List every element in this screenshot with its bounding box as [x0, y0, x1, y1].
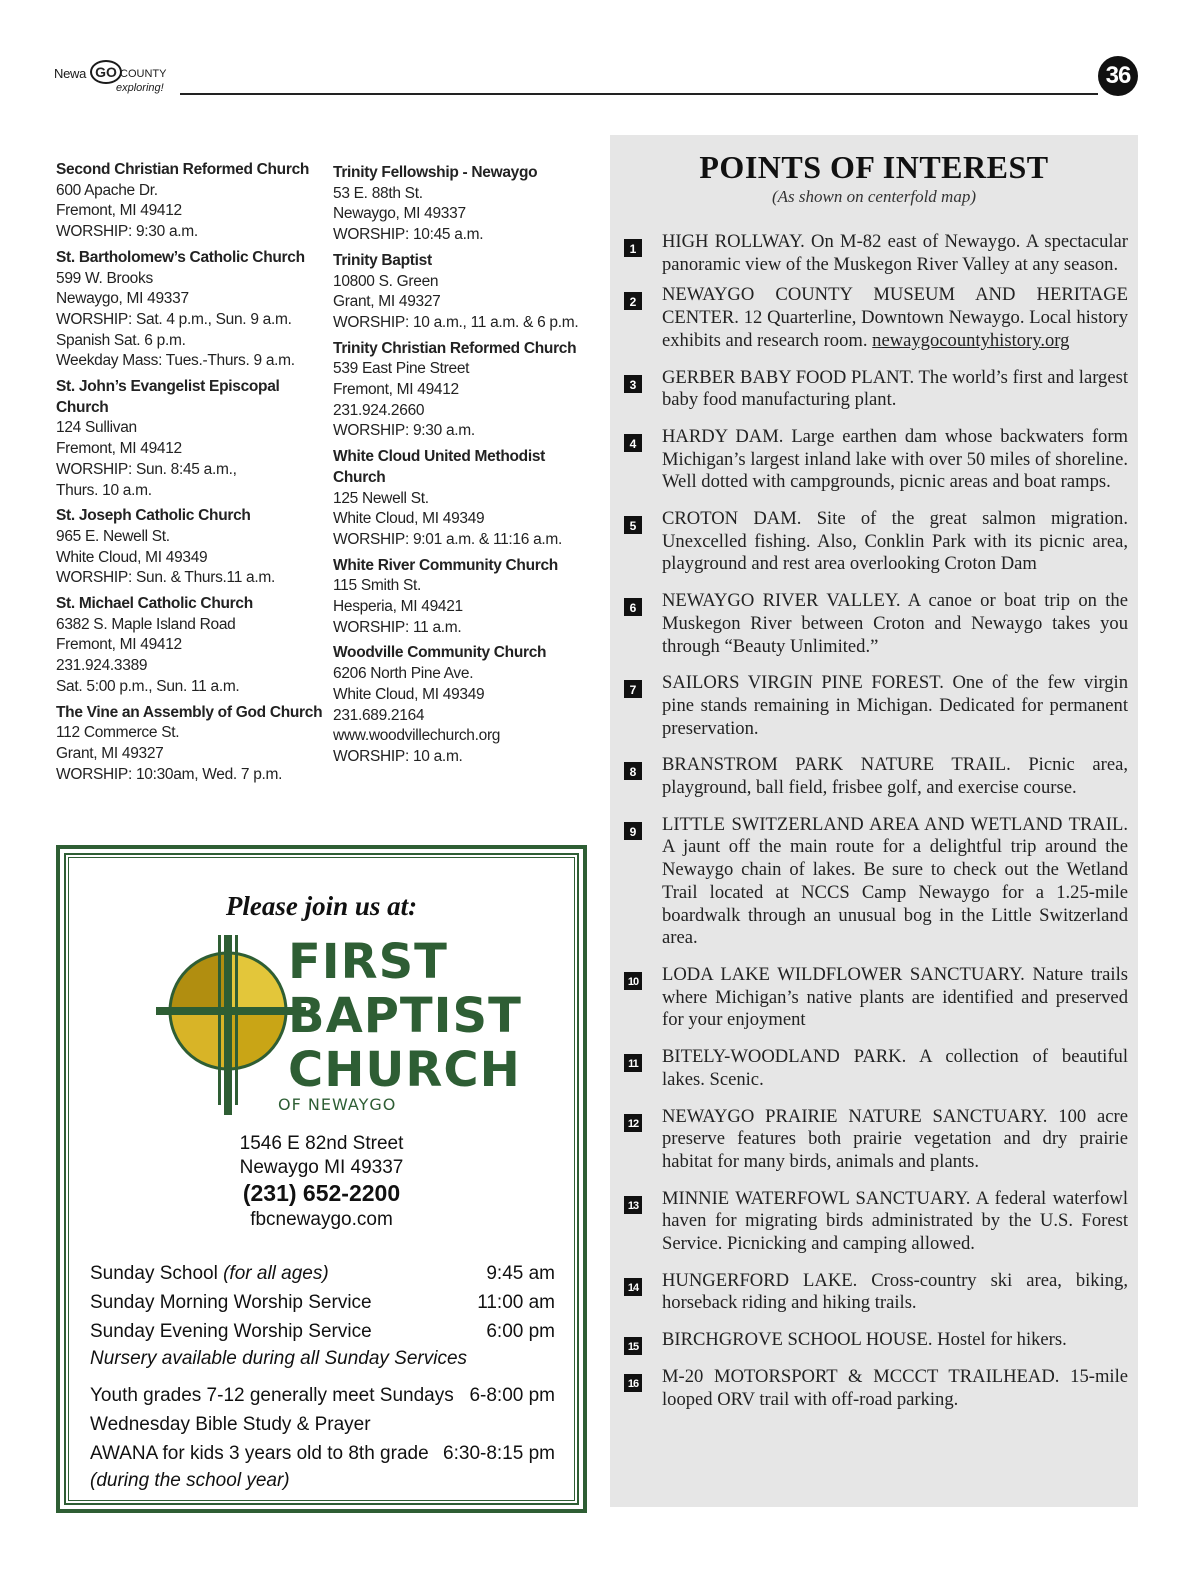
church-detail-line: Hesperia, MI 49421 — [333, 598, 463, 616]
church-cross-logo — [156, 935, 306, 1115]
church-entry — [56, 377, 324, 501]
church-detail-line: Fremont, MI 49412 — [56, 440, 182, 458]
points-of-interest-panel — [610, 135, 1138, 1507]
schedule-time: 6:30-8:15 pm — [443, 1443, 555, 1464]
church-entry — [56, 703, 324, 786]
church-phone: (231) 652-2200 — [242, 1180, 401, 1206]
cross-logo-icon — [156, 935, 306, 1115]
church-detail-line: WORSHIP: 9:30 a.m. — [333, 422, 475, 440]
schedule-time: 6:00 pm — [486, 1321, 555, 1342]
poi-item — [610, 672, 1138, 740]
poi-item — [610, 426, 1138, 494]
church-detail-line: 539 East Pine Street — [333, 360, 470, 378]
poi-item — [610, 814, 1138, 950]
church-detail-line: WORSHIP: 10:45 a.m. — [333, 226, 484, 244]
church-detail-line: Fremont, MI 49412 — [333, 381, 459, 399]
church-list-column-1 — [56, 160, 324, 790]
schedule-label: Wednesday Bible Study & Prayer — [90, 1414, 371, 1435]
church-website: fbcnewaygo.com — [250, 1209, 393, 1230]
poi-description: MINNIE WATERFOWL SANCTUARY. A federal waterfowl haven for migrating birds administrated by the U.S. Forest Service. Picnicking and camping allowed. — [662, 1187, 1128, 1255]
schedule-row — [90, 1381, 555, 1410]
church-detail-line: 115 Smith St. — [333, 577, 421, 595]
poi-description: HUNGERFORD LAKE. Cross-country ski area, biking, horseback riding and hiking trails. — [662, 1269, 1128, 1314]
poi-item — [610, 1366, 1138, 1411]
ad-join-heading: Please join us at: — [225, 891, 418, 921]
church-detail-line: www.woodvillechurch.org — [333, 727, 501, 745]
church-entry — [56, 248, 324, 372]
church-detail-line: Fremont, MI 49412 — [56, 636, 182, 654]
poi-item — [610, 1046, 1138, 1091]
church-detail-line: 231.924.3389 — [56, 657, 148, 675]
poi-description: GERBER BABY FOOD PLANT. The world’s first and largest baby food manufacturing plant. — [662, 366, 1128, 411]
logo-tagline: exploring! — [116, 82, 164, 94]
church-detail-line: WORSHIP: Sun. 8:45 a.m., — [56, 460, 237, 478]
church-detail-line: Thurs. 10 a.m. — [56, 481, 152, 499]
poi-item — [610, 367, 1138, 412]
poi-description: LITTLE SWITZERLAND AREA AND WETLAND TRAIL. A jaunt off the main route for a delightful trip around the Newaygo chain of lakes. Be sure to check out the Wetland Trail located at NCCS Camp Newaygo for a 1.25-mile boardwalk through an unusual bog in the Little Switzerland area. — [662, 813, 1128, 949]
school-year-note: (during the school year) — [90, 1470, 290, 1491]
poi-item — [610, 1106, 1138, 1174]
poi-item — [610, 1188, 1138, 1256]
church-detail-line: 231.924.2660 — [333, 401, 425, 419]
poi-description: HIGH ROLLWAY. On M-82 east of Newaygo. A spectacular panoramic view of the Muskegon River Valley at any season. — [662, 231, 1128, 275]
church-detail-line: 965 E. Newell St. — [56, 527, 170, 545]
church-detail-line: WORSHIP: 10 a.m. — [333, 747, 463, 765]
poi-description: CROTON DAM. Site of the great salmon migration. Unexcelled fishing. Also, Conklin Park with its picnic area, playground and rest area overlooking Croton Dam — [662, 508, 1128, 575]
church-entry — [333, 643, 601, 767]
page-number: 36 — [1098, 56, 1138, 96]
schedule-row — [90, 1288, 555, 1317]
poi-number-badge: 2 — [624, 292, 642, 310]
poi-number-badge: 11 — [624, 1054, 642, 1072]
church-name: White Cloud United Methodist Church — [333, 448, 546, 486]
poi-number-badge: 9 — [624, 822, 642, 840]
ad-inner-frame — [64, 853, 579, 1505]
church-entry — [333, 339, 601, 443]
poi-number-badge: 10 — [624, 972, 642, 990]
poi-item — [610, 754, 1138, 799]
poi-number-badge: 6 — [624, 598, 642, 616]
church-detail-line: WORSHIP: 9:01 a.m. & 11:16 a.m. — [333, 530, 563, 548]
poi-description: BRANSTROM PARK NATURE TRAIL. Picnic area, playground, ball field, frisbee golf, and exercise course. — [662, 754, 1128, 799]
newaygo-county-logo — [54, 60, 184, 100]
church-detail-line: White Cloud, MI 49349 — [56, 548, 208, 566]
schedule-label: Sunday Morning Worship Service — [90, 1292, 372, 1313]
poi-number-badge: 13 — [624, 1196, 642, 1214]
church-detail-line: Newaygo, MI 49337 — [56, 290, 189, 308]
church-entry — [333, 163, 601, 246]
church-name: Trinity Fellowship - Newaygo — [333, 164, 538, 181]
poi-number-badge: 16 — [624, 1374, 642, 1392]
church-entry — [333, 251, 601, 334]
church-detail-line: White Cloud, MI 49349 — [333, 510, 485, 528]
church-detail-line: 599 W. Brooks — [56, 269, 153, 287]
church-detail-line: 6206 North Pine Ave. — [333, 665, 474, 683]
poi-description: NEWAYGO COUNTY MUSEUM AND HERITAGE CENTER. 12 Quarterline, Downtown Newaygo. Local history exhibits and research room. — [662, 284, 1128, 351]
poi-number-badge: 14 — [624, 1278, 642, 1296]
church-detail-line: 125 Newell St. — [333, 489, 429, 507]
poi-item — [610, 590, 1138, 658]
church-list-column-2 — [333, 163, 601, 773]
church-name: White River Community Church — [333, 556, 558, 574]
poi-title: POINTS OF INTEREST — [699, 149, 1049, 185]
header-rule — [180, 93, 1098, 95]
schedule-label: Sunday Evening Worship Service — [90, 1321, 372, 1342]
church-name: St. Michael Catholic Church — [56, 595, 253, 613]
schedule-time: 11:00 am — [477, 1292, 555, 1313]
poi-item — [610, 231, 1138, 276]
church-name-line-2: BAPTIST — [288, 988, 522, 1044]
church-name: Trinity Christian Reformed Church — [333, 339, 577, 357]
nursery-note: Nursery available during all Sunday Services — [90, 1348, 468, 1369]
church-name: St. Bartholomew’s Catholic Church — [56, 248, 305, 266]
church-detail-line: Spanish Sat. 6 p.m. — [56, 331, 186, 349]
schedule-label: Youth grades 7-12 generally meet Sundays — [90, 1385, 454, 1406]
church-entry — [56, 160, 324, 243]
poi-number-badge: 3 — [624, 375, 642, 393]
poi-number-badge: 7 — [624, 680, 642, 698]
church-detail-line: WORSHIP: 10 a.m., 11 a.m. & 6 p.m. — [333, 313, 579, 331]
poi-description: SAILORS VIRGIN PINE FOREST. One of the few virgin pine stands remaining in Michigan. Dedicated for permanent preservation. — [662, 672, 1128, 739]
church-detail-line: White Cloud, MI 49349 — [333, 685, 485, 703]
poi-number-badge: 8 — [624, 762, 642, 780]
poi-description: NEWAYGO RIVER VALLEY. A canoe or boat trip on the Muskegon River between Croton and Newaygo takes you through “Beauty Unlimited.” — [662, 590, 1128, 657]
church-detail-line: Weekday Mass: Tues.-Thurs. 9 a.m. — [56, 352, 295, 370]
schedule-row — [90, 1259, 555, 1288]
schedule-row — [90, 1317, 555, 1346]
schedule-label: Sunday School (for all ages) — [90, 1263, 329, 1284]
church-entry — [333, 556, 601, 639]
church-detail-line: Fremont, MI 49412 — [56, 202, 182, 220]
poi-subtitle: (As shown on centerfold map) — [772, 187, 976, 206]
church-detail-line: WORSHIP: 9:30 a.m. — [56, 223, 198, 241]
poi-website-link[interactable]: newaygocountyhistory.org — [872, 329, 1070, 351]
church-detail-line: 6382 S. Maple Island Road — [56, 615, 236, 633]
church-name-line-1: FIRST — [288, 934, 448, 990]
schedule-row — [90, 1439, 555, 1468]
church-name: Woodville Community Church — [333, 644, 547, 662]
church-logo-wordmark — [288, 935, 522, 1097]
poi-description: BIRCHGROVE SCHOOL HOUSE. Hostel for hikers. — [662, 1329, 1067, 1351]
church-address-city: Newaygo MI 49337 — [239, 1157, 404, 1178]
poi-number-badge: 5 — [624, 516, 642, 534]
church-entry — [56, 594, 324, 698]
first-baptist-ad — [56, 845, 587, 1513]
church-name: Trinity Baptist — [333, 251, 432, 269]
poi-number-badge: 1 — [624, 239, 642, 257]
church-entry — [56, 506, 324, 589]
church-name: St. Joseph Catholic Church — [56, 507, 251, 525]
church-address-street: 1546 E 82nd Street — [239, 1133, 404, 1154]
church-detail-line: Grant, MI 49327 — [333, 293, 441, 311]
poi-list — [610, 231, 1138, 1411]
church-name: Second Christian Reformed Church — [56, 161, 310, 178]
poi-description: BITELY-WOODLAND PARK. A collection of beautiful lakes. Scenic. — [662, 1046, 1128, 1090]
logo-go-mark: GO — [90, 60, 122, 84]
church-detail-line: 124 Sullivan — [56, 419, 137, 437]
schedule-time: 6-8:00 pm — [469, 1385, 555, 1406]
church-detail-line: WORSHIP: 10:30am, Wed. 7 p.m. — [56, 765, 283, 783]
church-detail-line: WORSHIP: Sun. & Thurs.11 a.m. — [56, 569, 275, 587]
logo-text: Newa — [54, 66, 87, 81]
poi-item — [610, 1329, 1138, 1352]
church-name: The Vine an Assembly of God Church — [56, 703, 323, 721]
church-detail-line: 112 Commerce St. — [56, 724, 180, 742]
poi-description: NEWAYGO PRAIRIE NATURE SANCTUARY. 100 acre preserve features both prairie vegetation and dry prairie habitat for many birds, animals and plants. — [662, 1105, 1128, 1172]
poi-number-badge: 15 — [624, 1337, 642, 1355]
church-detail-line: 53 E. 88th St. — [333, 184, 423, 202]
church-name-line-3: CHURCH — [288, 1042, 521, 1098]
poi-item — [610, 284, 1138, 352]
poi-description: M-20 MOTORSPORT & MCCCT TRAILHEAD. 15-mile looped ORV trail with off-road parking. — [662, 1365, 1128, 1410]
church-detail-line: Grant, MI 49327 — [56, 744, 164, 762]
church-detail-line: WORSHIP: 11 a.m. — [333, 618, 462, 636]
poi-description: HARDY DAM. Large earthen dam whose backwaters form Michigan’s largest inland lake with over 50 miles of shoreline. Well dotted with campgrounds, picnic areas and boat ramps. — [662, 425, 1128, 493]
church-detail-line: Newaygo, MI 49337 — [333, 205, 466, 223]
church-entry — [333, 447, 601, 551]
church-detail-line: Sat. 5:00 p.m., Sun. 11 a.m. — [56, 677, 240, 695]
service-schedule — [90, 1259, 555, 1494]
church-name: St. John’s Evangelist Episcopal Church — [56, 378, 280, 416]
poi-item — [610, 1270, 1138, 1315]
church-detail-line: 10800 S. Green — [333, 272, 439, 290]
church-detail-line: 231.689.2164 — [333, 706, 425, 724]
church-name-of: OF NEWAYGO — [278, 1095, 397, 1114]
church-detail-line: WORSHIP: Sat. 4 p.m., Sun. 9 a.m. — [56, 310, 292, 328]
poi-description: LODA LAKE WILDFLOWER SANCTUARY. Nature trails where Michigan’s native plants are identified and preserved for your enjoyment — [662, 963, 1128, 1031]
logo-county-text: COUNTY — [120, 68, 167, 80]
schedule-time: 9:45 am — [486, 1263, 555, 1284]
poi-item — [610, 964, 1138, 1032]
schedule-row — [90, 1410, 555, 1439]
schedule-label: AWANA for kids 3 years old to 8th grade — [90, 1443, 429, 1464]
poi-number-badge: 4 — [624, 434, 642, 452]
poi-number-badge: 12 — [624, 1114, 642, 1132]
poi-item — [610, 508, 1138, 576]
church-detail-line: 600 Apache Dr. — [56, 181, 158, 199]
